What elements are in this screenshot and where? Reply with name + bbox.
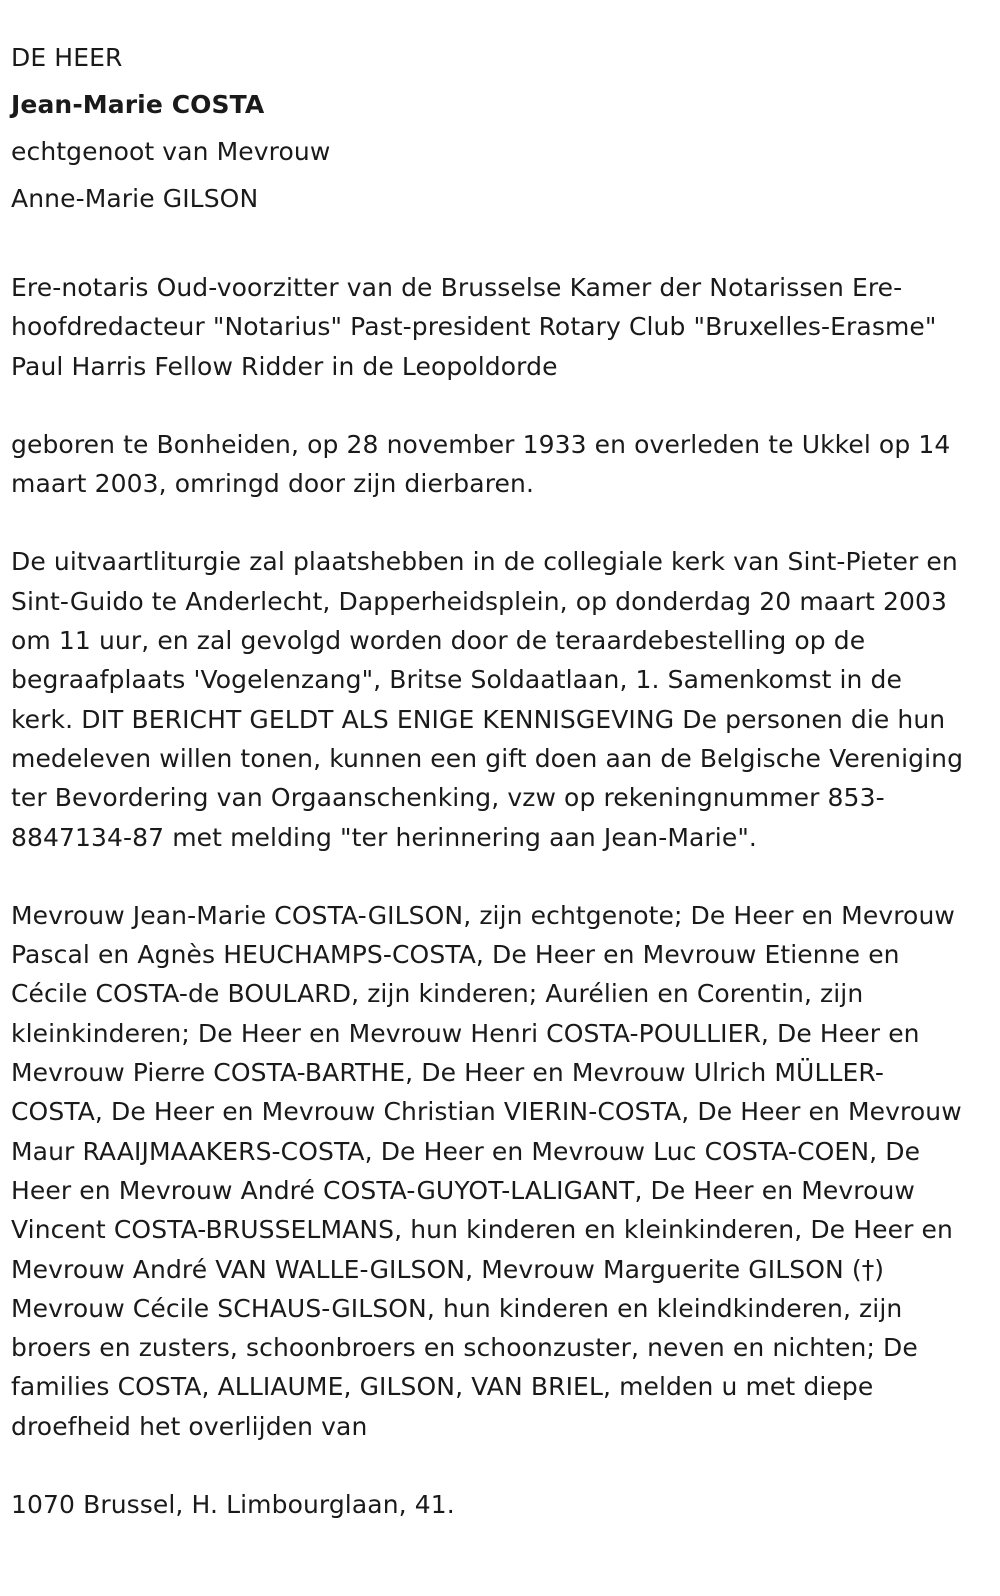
titles-paragraph: Ere-notaris Oud-voorzitter van de Brusselse Kamer der Notarissen Ere-hoofdredacteur "Notarius" Past-president Rotary Club "Bruxelles-Erasme" Paul Harris Fellow Ridder in de Leopoldorde xyxy=(11,273,937,381)
deceased-name: Jean-Marie COSTA xyxy=(11,90,265,119)
honorific-title: DE HEER xyxy=(11,43,123,72)
spouse-name: Anne-Marie GILSON xyxy=(11,184,259,213)
family-paragraph: Mevrouw Jean-Marie COSTA-GILSON, zijn echtgenote; De Heer en Mevrouw Pascal en Agnès HEUCHAMPS-COSTA, De Heer en Mevrouw Etienne en Cécile COSTA-de BOULARD, zijn kinderen; Aurélien en Corentin, zijn kleinkinderen; De Heer en Mevrouw Henri COSTA-POULLIER, De Heer en Mevrouw Pierre COSTA-BARTHE, De Heer en Mevrouw Ulrich MÜLLER-COSTA, De Heer en Mevrouw Christian VIERIN-COSTA, De Heer en Mevrouw Maur RAAIJMAAKERS-COSTA, De Heer en Mevrouw Luc COSTA-COEN, De Heer en Mevrouw André COSTA-GUYOT-LALIGANT, De Heer en Mevrouw Vincent COSTA-BRUSSELMANS, hun kinderen en kleinkinderen, De Heer en Mevrouw André VAN WALLE-GILSON, Mevrouw Marguerite GILSON (†) Mevrouw Cécile SCHAUS-GILSON, hun kinderen en kleindkinderen, zijn broers en zusters, schoonbroers en schoonzuster, neven en nichten; De families COSTA, ALLIAUME, GILSON, VAN BRIEL, melden u met diepe droefheid het overlijden van xyxy=(11,900,962,1441)
funeral-paragraph: De uitvaartliturgie zal plaatshebben in de collegiale kerk van Sint-Pieter en Sint-Guido te Anderlecht, Dapperheidsplein, op donderdag 20 maart 2003 om 11 uur, en zal gevolgd worden door de teraardebestelling op de begraafplaats 'Vogelenzang", Britse Soldaatlaan, 1. Samenkomst in de kerk. DIT BERICHT GELDT ALS ENIGE KENNISGEVING De personen die hun medeleven willen tonen, kunnen een gift doen aan de Belgische Vereniging ter Bevordering van Orgaanschenking, vzw op rekeningnummer 853-8847134-87 met melding "ter herinnering aan Jean-Marie". xyxy=(11,547,964,852)
address-line: 1070 Brussel, H. Limbourglaan, 41. xyxy=(11,1490,455,1520)
spouse-intro: echtgenoot van Mevrouw xyxy=(11,137,331,166)
birth-death-paragraph: geboren te Bonheiden, op 28 november 1933 en overleden te Ukkel op 14 maart 2003, omringd door zijn dierbaren. xyxy=(11,429,951,499)
